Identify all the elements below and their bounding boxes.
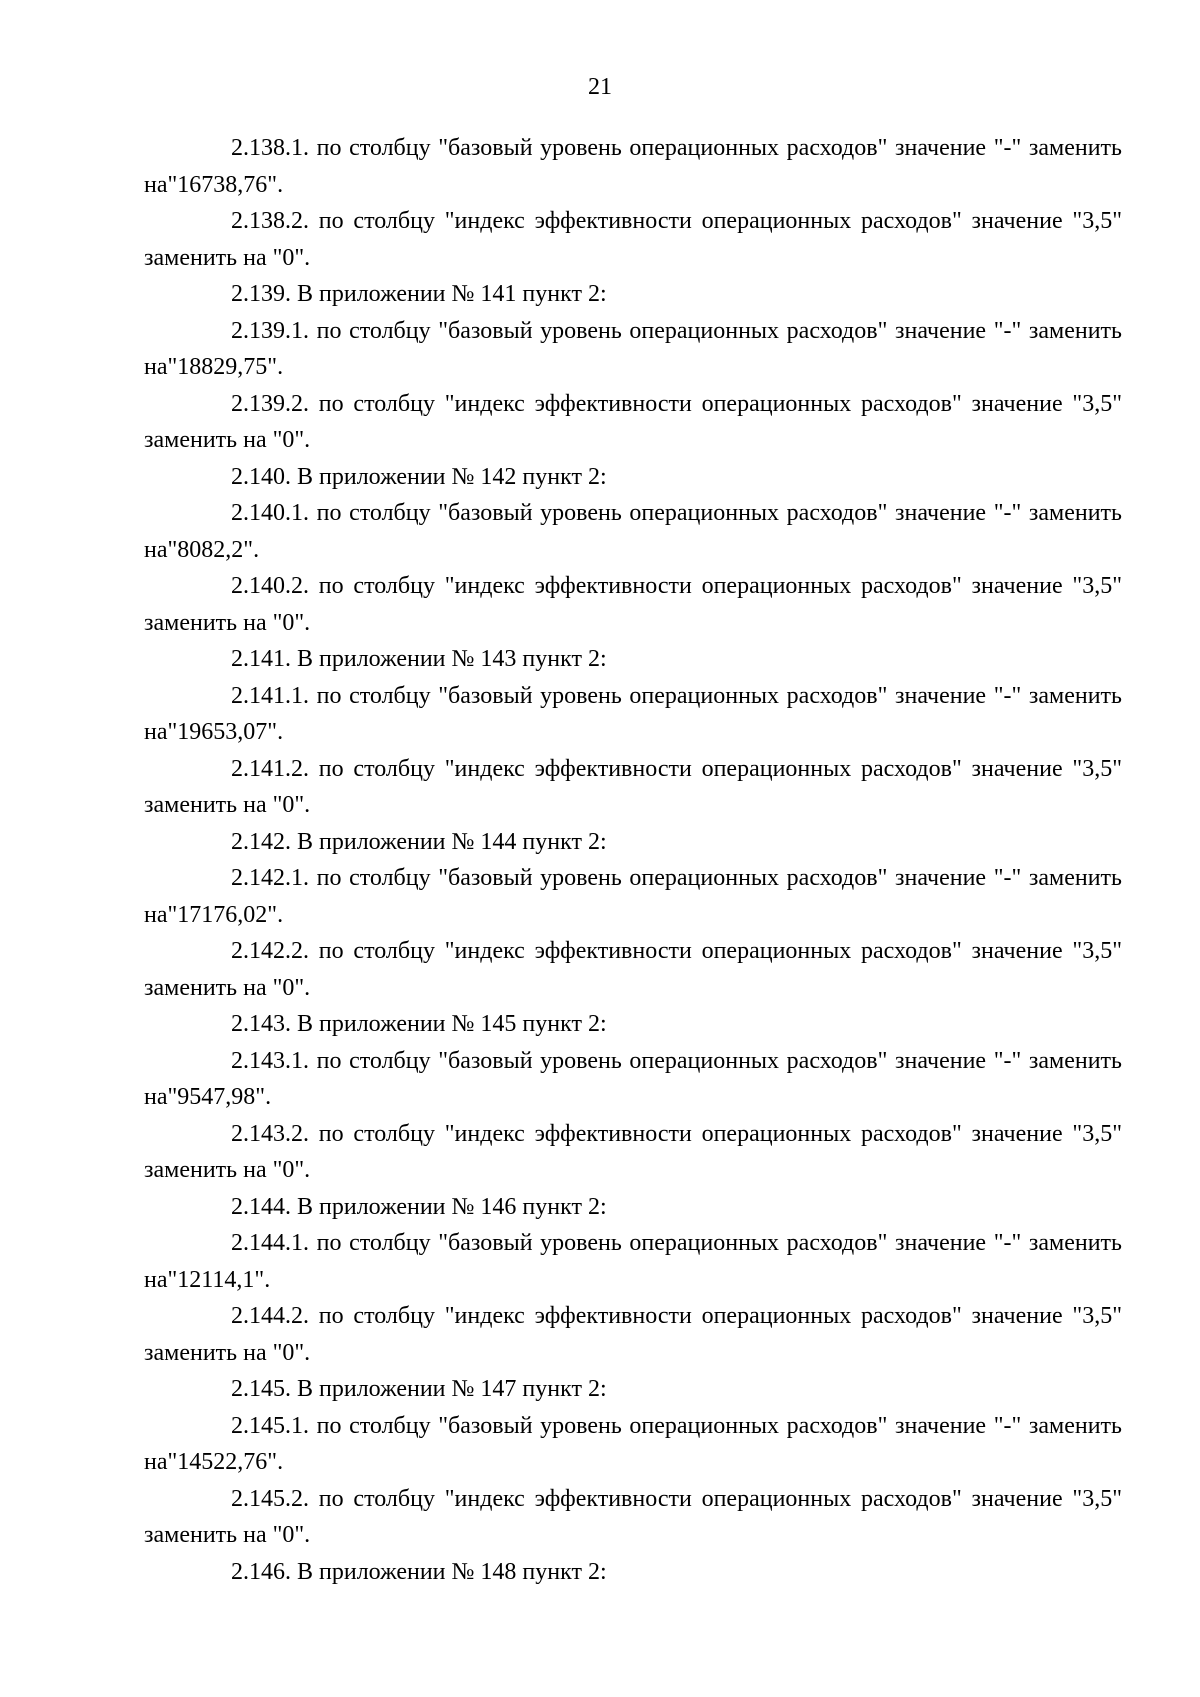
paragraph: 2.141.1. по столбцу "базовый уровень операционных расходов" значение "-" заменить на"19653,07". bbox=[144, 682, 1122, 745]
paragraph: 2.146. В приложении № 148 пункт 2: bbox=[231, 1558, 607, 1585]
paragraph: 2.145. В приложении № 147 пункт 2: bbox=[231, 1376, 607, 1402]
paragraph: 2.144. В приложении № 146 пункт 2: bbox=[231, 1193, 607, 1220]
paragraph: 2.140. В приложении № 142 пункт 2: bbox=[231, 463, 607, 490]
paragraph: 2.143.2. по столбцу "индекс эффективности операционных расходов" значение "3,5" заменить на "0". bbox=[144, 1120, 1122, 1183]
paragraph: 2.138.1. по столбцу "базовый уровень операционных расходов" значение "-" заменить на"16738,76". bbox=[144, 135, 1122, 198]
paragraph: 2.140.1. по столбцу "базовый уровень операционных расходов" значение "-" заменить на"8082,2". bbox=[144, 500, 1122, 563]
paragraph: 2.143. В приложении № 145 пункт 2: bbox=[231, 1011, 607, 1037]
paragraph: 2.139.2. по столбцу "индекс эффективности операционных расходов" значение "3,5" заменить на "0". bbox=[144, 390, 1122, 453]
paragraph: 2.141. В приложении № 143 пункт 2: bbox=[231, 646, 607, 672]
paragraph: 2.145.1. по столбцу "базовый уровень операционных расходов" значение "-" заменить на"14522,76". bbox=[144, 1412, 1122, 1475]
paragraph: 2.142.2. по столбцу "индекс эффективности операционных расходов" значение "3,5" заменить на "0". bbox=[144, 938, 1122, 1001]
paragraph: 2.141.2. по столбцу "индекс эффективности операционных расходов" значение "3,5" заменить на "0". bbox=[144, 755, 1122, 818]
paragraph: 2.143.1. по столбцу "базовый уровень операционных расходов" значение "-" заменить на"9547,98". bbox=[144, 1047, 1122, 1110]
paragraph: 2.142.1. по столбцу "базовый уровень операционных расходов" значение "-" заменить на"17176,02". bbox=[144, 865, 1122, 928]
paragraph: 2.139. В приложении № 141 пункт 2: bbox=[231, 281, 607, 307]
paragraph: 2.140.2. по столбцу "индекс эффективности операционных расходов" значение "3,5" заменить на "0". bbox=[144, 573, 1122, 636]
page-number: 21 bbox=[588, 74, 612, 100]
paragraph: 2.138.2. по столбцу "индекс эффективности операционных расходов" значение "3,5" заменить на "0". bbox=[144, 208, 1122, 271]
paragraph: 2.145.2. по столбцу "индекс эффективности операционных расходов" значение "3,5" заменить на "0". bbox=[144, 1485, 1122, 1548]
paragraph: 2.139.1. по столбцу "базовый уровень операционных расходов" значение "-" заменить на"18829,75". bbox=[144, 317, 1122, 380]
paragraph: 2.144.2. по столбцу "индекс эффективности операционных расходов" значение "3,5" заменить на "0". bbox=[144, 1303, 1122, 1366]
paragraph: 2.144.1. по столбцу "базовый уровень операционных расходов" значение "-" заменить на"12114,1". bbox=[144, 1230, 1122, 1293]
document-body bbox=[144, 130, 1122, 1590]
paragraph: 2.142. В приложении № 144 пункт 2: bbox=[231, 828, 607, 855]
